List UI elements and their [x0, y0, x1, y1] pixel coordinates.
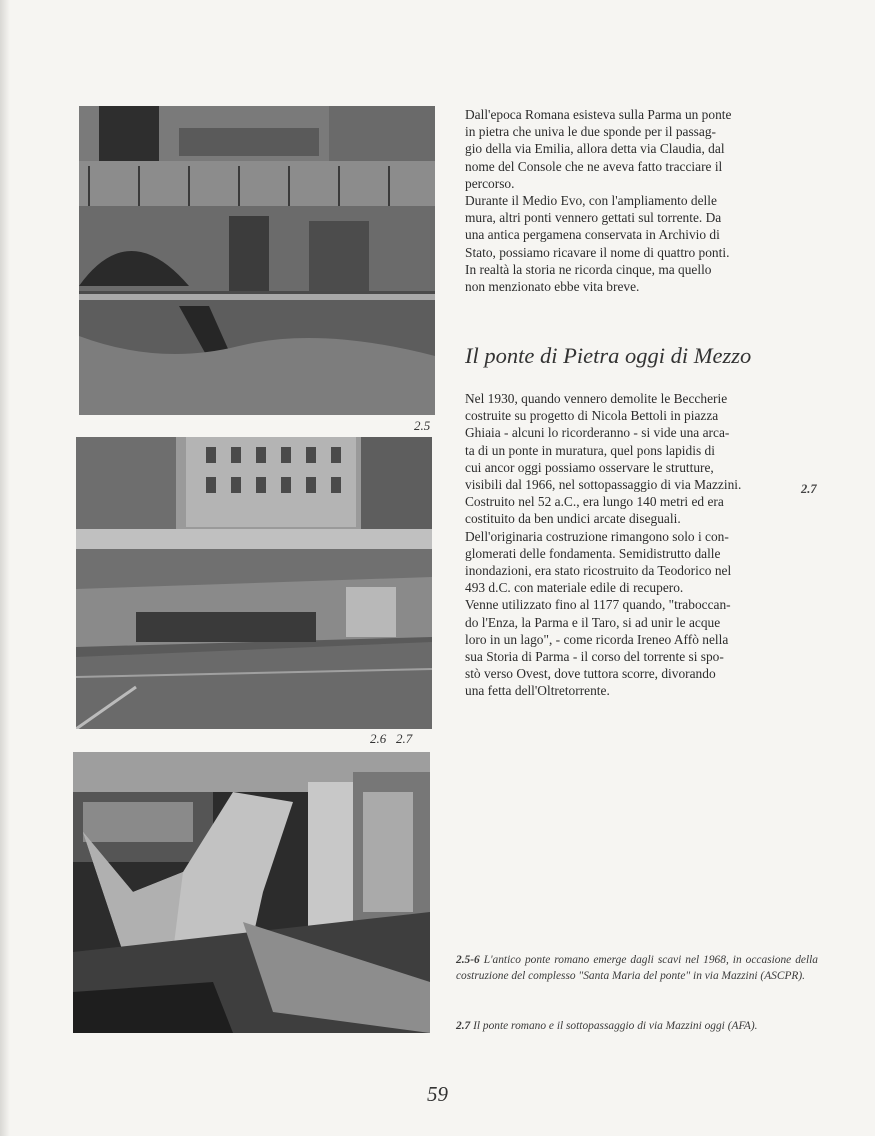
section-line: Nel 1930, quando vennero demolite le Beccherie	[465, 391, 728, 406]
figure-label-2-5: 2.5	[414, 418, 431, 433]
intro-line: gio della via Emilia, allora detta via Claudia, dal	[465, 141, 725, 157]
section-paragraph	[465, 390, 783, 700]
caption-text: L'antico ponte romano emerge dagli scavi nel 1968, in occasione della costruzione del complesso "Santa Maria del ponte" in via Mazzini (ASCPR).	[456, 954, 818, 983]
section-line: 493 d.C. con materiale edile di recupero.	[465, 580, 684, 596]
intro-line: Dall'epoca Romana esisteva sulla Parma un ponte	[465, 107, 732, 122]
intro-line: una antica pergamena conservata in Archivio di	[465, 227, 720, 243]
photo-excavation-2-5	[79, 106, 435, 415]
section-line: Ghiaia - alcuni lo ricorderanno - si vide una arca-	[465, 425, 730, 441]
section-line: Dell'originaria costruzione rimangono solo i con-	[465, 528, 729, 544]
section-line: sua Storia di Parma - il corso del torrente si spo-	[465, 649, 724, 665]
page-number: 59	[427, 1082, 448, 1106]
section-line: do l'Enza, la Parma e il Taro, si ad unir le acque	[465, 614, 721, 630]
excavation-wide-photo-image	[76, 437, 432, 729]
section-line: stò verso Ovest, dove tuttora scorre, divorando	[465, 666, 716, 682]
caption-2-5-6	[456, 952, 818, 984]
section-line: una fetta dell'Oltretorrente.	[465, 683, 610, 699]
intro-line: Stato, possiamo ricavare il nome di quattro ponti.	[465, 244, 730, 260]
section-line: ta di un ponte in muratura, quel pons lapidis di	[465, 442, 715, 458]
section-line: inondazioni, era stato ricostruito da Teodorico nel	[465, 563, 732, 579]
caption-2-7	[456, 1018, 818, 1034]
intro-line: In realtà la storia ne ricorda cinque, ma quello	[465, 261, 712, 277]
section-line: loro in un lago", - come ricorda Ireneo Affò nella	[465, 631, 729, 647]
intro-line: mura, altri ponti vennero gettati sul torrente. Da	[465, 210, 722, 226]
intro-line: Durante il Medio Evo, con l'ampliamento delle	[465, 193, 717, 209]
section-line: Venne utilizzato fino al 1177 quando, "traboccan-	[465, 597, 731, 613]
intro-paragraph	[465, 106, 783, 295]
section-line: glomerati delle fondamenta. Semidistrutto dalle	[465, 545, 721, 561]
intro-line: nome del Console che ne aveva fatto tracciare il	[465, 158, 723, 174]
intro-line: in pietra che univa le due sponde per il passag-	[465, 124, 716, 140]
photo-excavation-2-6	[76, 437, 432, 729]
caption-text: Il ponte romano e il sottopassaggio di via Mazzini oggi (AFA).	[470, 1020, 758, 1032]
caption-ref: 2.7	[456, 1020, 471, 1032]
section-line: visibili dal 1966, nel sottopassaggio di via Mazzini.	[465, 477, 742, 493]
intro-line: percorso.	[465, 175, 515, 191]
section-line: Costruito nel 52 a.C., era lungo 140 metri ed era	[465, 494, 724, 510]
section-heading: Il ponte di Pietra oggi di Mezzo	[465, 343, 752, 368]
section-line: costituito da ben undici arcate diseguali.	[465, 511, 681, 527]
intro-line: non menzionato ebbe vita breve.	[465, 279, 640, 295]
caption-ref: 2.5-6	[456, 954, 480, 966]
photo-underpass-2-7	[73, 752, 430, 1033]
binding-shadow	[0, 0, 10, 1136]
underpass-photo-image	[73, 752, 430, 1033]
section-line: cui ancor oggi possiamo osservare le strutture,	[465, 459, 714, 475]
side-figure-reference: 2.7	[801, 482, 817, 496]
section-line: costruite su progetto di Nicola Bettoli in piazza	[465, 408, 719, 424]
excavation-photo-image	[79, 106, 435, 415]
figure-label-2-6-2-7: 2.6 2.7	[370, 731, 413, 746]
